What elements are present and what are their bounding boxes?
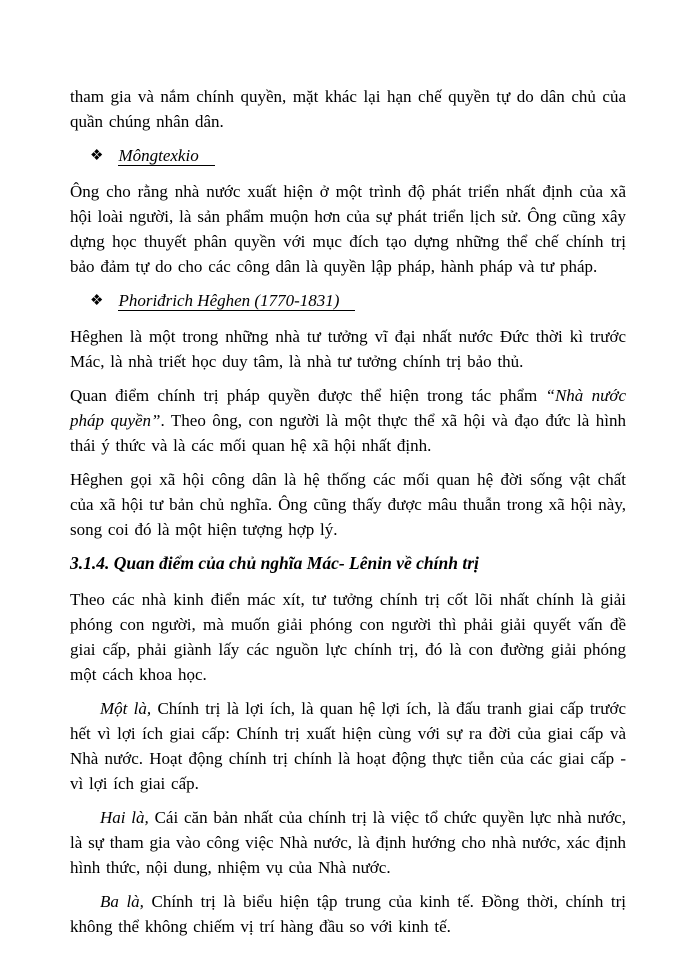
bullet-item-montesquieu [90,143,626,169]
point-2-lead: Hai là, [100,808,149,827]
bullet-heading-hegel: Phoriđrich Hêghen (1770-1831) [118,291,355,311]
paragraph-montesquieu: Ông cho rằng nhà nước xuất hiện ở một trình độ phát triển nhất định của xã hội loài người, là sản phẩm muộn hơn của sự phát triển lịch sử. Ông cũng xây dựng học thuyết phân quyền với mục đích tạo dựng những thể chế chính trị bảo đảm tự do cho các công dân là quyền lập pháp, hành pháp và tư pháp. [70,182,626,276]
paragraph-hegel-2 [70,383,626,458]
section-heading-314: 3.1.4. Quan điểm của chủ nghĩa Mác- Lênin về chính trị [70,553,479,573]
point-2-text: Cái căn bản nhất của chính trị là việc tổ chức quyền lực nhà nước, là sự tham gia vào công việc Nhà nước, là định hướng cho nhà nước, xác định hình thức, nội dung, nhiệm vụ của Nhà nước. [70,808,626,877]
paragraph-hegel-2-after: . Theo ông, con người là một thực thể xã hội và đạo đức là hình thái ý thức và là các mối quan hệ xã hội nhất định. [70,411,627,455]
bullet-item-hegel [90,288,626,314]
point-1-lead: Một là, [100,699,152,718]
paragraph-point-1 [70,696,626,796]
point-1-text: Chính trị là lợi ích, là quan hệ lợi ích, là đấu tranh giai cấp trước hết vì lợi ích giai cấp: Chính trị xuất hiện cùng với sự ra đời của giai cấp và Nhà nước. Hoạt động chính trị chính là hoạt động thực tiễn của các giai cấp - vì lợi ích giai cấp. [70,699,626,793]
paragraph-marxism-intro: Theo các nhà kinh điển mác xít, tư tưởng chính trị cốt lõi nhất chính là giải phóng con người, mà muốn giải phóng con người thì phải giải quyết vấn đề giai cấp, phải giành lấy các nguồn lực chính trị, đó là con đường giải phóng một cách khoa học. [70,590,626,684]
work-title: “Nhà nước pháp quyền” [70,386,626,430]
paragraph-continuation: tham gia và nắm chính quyền, mặt khác lại hạn chế quyền tự do dân chủ của quần chúng nhân dân. [70,87,626,131]
diamond-bullet-icon: ❖ [90,293,104,309]
point-3-lead: Ba là, [100,892,144,911]
bullet-heading-montesquieu: Môngtexkio [118,146,214,166]
paragraph-point-3 [70,889,626,939]
paragraph-hegel-3: Hêghen gọi xã hội công dân là hệ thống các mối quan hệ đời sống vật chất của xã hội tư bản chủ nghĩa. Ông cũng thấy được mâu thuẫn trong xã hội này, song coi đó là một hiện tượng hợp lý. [70,470,626,539]
diamond-bullet-icon: ❖ [90,148,104,164]
paragraph-point-2 [70,805,626,880]
paragraph-hegel-2-before: Quan điểm chính trị pháp quyền được thể hiện trong tác phẩm [70,386,546,405]
point-3-text: Chính trị là biểu hiện tập trung của kinh tế. Đồng thời, chính trị không thể không chiếm vị trí hàng đầu so với kinh tế. [70,892,626,936]
paragraph-hegel-1: Hêghen là một trong những nhà tư tưởng vĩ đại nhất nước Đức thời kì trước Mác, là nhà triết học duy tâm, là nhà tư tưởng chính trị bảo thủ. [70,327,626,371]
